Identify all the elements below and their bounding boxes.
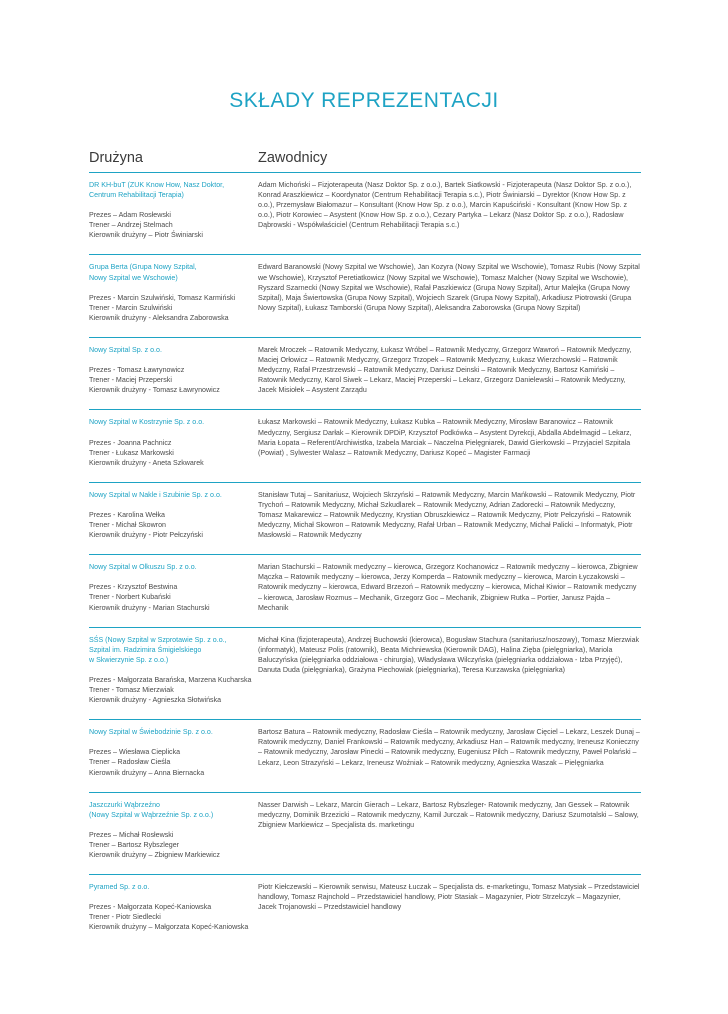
team-staff-line: Prezes - Karolina Wełka (89, 510, 165, 519)
team-staff-line: Kierownik drużyny - Marian Stachurski (89, 603, 210, 612)
players-list: Stanisław Tutaj – Sanitariusz, Wojciech Skrzyński – Ratownik Medyczny, Marcin Mańkowski – Ratownik Medyczny, Piotr Trychoń – Ratownik Medyczny, Michał Szkudlarek – Ratownik Medyczny, Adrian Zadorecki – Ratownik Medyczny, Tomasz Makarewicz – Ratownik Medyczny, Krystian Obruszkiewicz – Ratownik Medyczny, Piotr Pełczyński – Ratownik Medyczny, Michał Skowron – Ratownik Medyczny, Rafał Urban – Ratownik Medyczny, Michał Palicki – Informatyk, Piotr Masłowski – Ratownik Medyczny (258, 490, 636, 540)
team-staff-line: Kierownik drużyny - Piotr Pełczyński (89, 531, 203, 540)
players-list: Piotr Kiełczewski – Kierownik serwisu, Mateusz Łuczak – Specjalista ds. e-marketingu, Tomasz Matysiak – Przedstawiciel handlowy, Tomasz Rajnchold – Przedstawiciel handlowy, Piotr Stasiak – Magazynier, Piotr Strzelczyk – Magazynier, Jacek Trojanowski – Przedstawiciel handlowy (258, 883, 640, 912)
team-staff-line: Kierownik drużyny - Aneta Szkwarek (89, 458, 204, 467)
team-name: Nowy Szpital w Nakle i Szubinie Sp. z o.o. (89, 490, 222, 499)
players-list: Nasser Darwish – Lekarz, Marcin Gierach – Lekarz, Bartosz Rybszleger- Ratownik medyczny, Jan Gessek – Ratownik medyczny, Dominik Brzezicki – Ratownik medyczny, Kamil Jurczak – Ratownik medyczny, Dariusz Szumotalski – Salowy, Zbigniew Markiewicz – Specjalista ds. marketingu (258, 800, 639, 829)
team-staff-line: Trener - Norbert Kubański (89, 593, 171, 602)
players-list: Łukasz Markowski – Ratownik Medyczny, Łukasz Kubka – Ratownik Medyczny, Mirosław Baranowicz – Ratownik Medyczny, Sergiusz Darłak – Kierownik DPDiP, Krzysztof Podkówka – Asystent Dyrekcji, Abdalla Abdelmagid – Lekarz, Maria Łopata – Referent/Archiwistka, Izabela Marciak – Naczelna Pielęgniarek, Dawid Gierkowski – Przyjaciel Szpitala (Powiat) , Sylwester Walasz – Ratownik Medyczny, Dariusz Kopeć – Magister Farmacji (258, 418, 632, 457)
team-staff-line: Trener - Marcin Szulwiński (89, 303, 173, 312)
players-list: Adam Michoński – Fizjoterapeuta (Nasz Doktor Sp. z o.o.), Bartek Siatkowski - Fizjoterapeuta (Nasz Doktor Sp. z o.o.), Konrad Araszkiewicz – Koordynator (Centrum Rehabilitacji Terapia s.c.), Piotr Świniarski – Dyrektor (Know How Sp. z o.o.), Przemysław Białomazur – Konsultant (Know How Sp. z o.o.), Marcin Kapuściński - Konsultant (Know How Sp. z o.o.), Piotr Korowiec – Asystent (Know How Sp. z o.o.), Cezary Partyka – Lekarz (Nasz Doktor Sp. z o.o.), Radosław Dąbrowski - Współwłaściciel (Centrum Rehabilitacji Terapia s.c.) (258, 181, 632, 230)
team-info (89, 345, 258, 395)
team-staff-line: Trener – Bartosz Rybszleger (89, 840, 180, 849)
team-row (89, 172, 641, 254)
team-staff-line: Prezes - Joanna Pachnicz (89, 438, 172, 447)
team-name: Nowy Szpital w Kostrzynie Sp. z o.o. (89, 418, 205, 427)
team-info (89, 727, 258, 777)
team-row (89, 792, 641, 874)
players-list: Marek Mroczek – Ratownik Medyczny, Łukasz Wróbel – Ratownik Medyczny, Grzegorz Wawroń – Ratownik Medyczny, Maciej Orłowicz – Ratownik Medyczny, Grzegorz Trzopek – Ratownik Medyczny, Łukasz Wierzchowski – Ratownik Medyczny, Rafał Przestrzewski – Ratownik Medyczny, Dariusz Deinski – Ratownik Medyczny, Bartosz Kamiński – Ratownik Medyczny, Karol Siwek – Lekarz, Maciej Przeperski – Lekarz, Grzegorz Danielewski – Ratownik Medyczny, Jacek Misiołek – Asystent Zarządu (258, 345, 632, 395)
page-title: SKŁADY REPREZENTACJI (229, 89, 499, 112)
team-staff-line: Kierownik drużyny - Agnieszka Słotwińska (89, 696, 222, 705)
team-staff-line: Kierownik drużyny – Anna Biernacka (89, 768, 205, 777)
team-staff-line: Prezes - Marcin Szulwiński, Tomasz Karmiński (89, 293, 236, 302)
team-name: Nowy Szpital w Olkuszu Sp. z o.o. (89, 563, 197, 572)
team-row (89, 627, 641, 720)
team-name: Jaszczurki Wąbrzeźno (Nowy Szpital w Wąbrzeźnie Sp. z o.o.) (89, 800, 214, 819)
team-column-header: Drużyna (89, 150, 143, 166)
team-name: Nowy Szpital w Świebodzinie Sp. z o.o. (89, 728, 213, 737)
team-staff-line: Trener – Radosław Cieśla (89, 758, 171, 767)
team-staff-line: Trener - Michał Skowron (89, 520, 167, 529)
players-list: Michał Kina (fizjoterapeuta), Andrzej Buchowski (kierowca), Bogusław Stachura (sanitariusz/noszowy), Tomasz Mierzwiak (informatyk), Mateusz Polis (ratownik), Beata Michniewska (Kierownik DAG), Halina Zięba (pielęgniarka), Mariola Baluczyńska (pielęgniarka oddziałowa - chirurgia), Władysława Wilczyńska (pielęgniarka oddziałowa - Izba Przyjęć), Danuta Duda (pielęgniarka), Grażyna Piechowiak (pielęgniarka), Teresa Kurzawska (pielęgniarka) (258, 635, 640, 674)
team-name: Nowy Szpital Sp. z o.o. (89, 345, 162, 354)
team-name: DR KH-buT (ZUK Know How, Nasz Doktor, Centrum Rehabilitacji Terapia) (89, 181, 225, 200)
team-info (89, 180, 258, 240)
team-staff-line: Trener - Tomasz Mierzwiak (89, 686, 174, 695)
team-info (89, 417, 258, 467)
team-staff-line: Prezes - Małgorzata Barańska, Marzena Kucharska (89, 676, 252, 684)
team-staff-line: Kierownik drużyny – Piotr Świniarski (89, 231, 203, 240)
team-name: SŚS (Nowy Szpital w Szprotawie Sp. z o.o., Szpital im. Radzimira Śmigielskiego w Skwierzynie Sp. z o.o.) (89, 635, 227, 664)
players-list: Bartosz Batura – Ratownik medyczny, Radosław Cieśla – Ratownik medyczny, Jarosław Cięciel – Lekarz, Leszek Dunaj – Ratownik medyczny, Daniel Frankowski – Ratownik medyczny, Arkadiusz Han – Ratownik medyczny, Ireneusz Konieczny – Ratownik medyczny, Jarosław Pinecki – Ratownik medyczny, Eugeniusz Pilch – Ratownik medyczny, Paweł Polański – Lekarz, Leon Strazyński – Lekarz, Ireneusz Woźniak – Ratownik medyczny, Agnieszka Waszak – Pielęgniarka (258, 728, 640, 767)
players-list: Marian Stachurski – Ratownik medyczny – kierowca, Grzegorz Kochanowicz – Ratownik medyczny – kierowca, Zbigniew Mączka – Ratownik medyczny – kierowca, Jerzy Komperda – Ratownik medyczny – kierowca, Marcin Łyczakowski – Ratownik medyczny – kierowca, Edward Brzezoń – Ratownik medyczny – kierowca, Michał Kiwior – Ratownik medyczny – kierowca, Jarosław Rozmus – Mechanik, Grzegorz Goc – Mechanik, Zbigniew Rutka – Portier, Janusz Pajda – Mechanik (258, 563, 638, 612)
team-staff-line: Kierownik drużyny - Tomasz Ławrynowicz (89, 386, 220, 395)
team-row (89, 554, 641, 626)
team-staff-line: Prezes – Adam Rosłewski (89, 211, 172, 220)
players-column-header: Zawodnicy (258, 150, 328, 166)
team-staff-line: Prezes – Michał Rosłewski (89, 830, 174, 839)
team-row (89, 874, 641, 946)
team-staff-line: Trener – Andrzej Stelmach (89, 221, 173, 230)
team-info (89, 562, 258, 612)
team-row (89, 409, 641, 481)
players-list: Edward Baranowski (Nowy Szpital we Wschowie), Jan Kozyra (Nowy Szpital we Wschowie), Tomasz Rubis (Nowy Szpital we Wschowie), Krzysztof Peretiatkowicz (Nowy Szpital we Wschowie), Tomasz Malcher (Nowy Szpital we Wschowie), Ryszard Szarnecki (Nowy Szpital we Wschowie), Rafał Paszkiewicz (Grupa Nowy Szpital), Artur Malejka (Grupa Nowy Szpital), Maja Świertowska (Grupa Nowy Szpital), Wojciech Szarek (Grupa Nowy Szpital), Arkadiusz Piotrowski (Grupa Nowy Szpital), Łukasz Tamborski (Grupa Nowy Szpital), Aleksandra Zaborowska (Grupa Nowy Szpital) (258, 263, 640, 312)
team-staff-line: Kierownik drużyny – Małgorzata Kopeć-Kaniowska (89, 923, 249, 932)
team-info (89, 635, 258, 706)
team-staff-line: Prezes – Wiesława Cieplicka (89, 748, 181, 757)
team-staff-line: Trener - Maciej Przeperski (89, 376, 172, 385)
team-staff-line: Kierownik drużyny - Aleksandra Zaborowska (89, 313, 229, 322)
team-info (89, 262, 258, 322)
team-info (89, 882, 258, 932)
team-row (89, 254, 641, 336)
team-staff-line: Prezes - Tomasz Ławrynowicz (89, 366, 185, 375)
team-name: Grupa Berta (Grupa Nowy Szpital, Nowy Szpital we Wschowie) (89, 263, 197, 282)
team-staff-line: Prezes - Krzysztof Bestwina (89, 583, 178, 592)
team-info (89, 800, 258, 860)
team-info (89, 490, 258, 540)
team-staff-line: Trener - Piotr Siedlecki (89, 913, 161, 922)
team-staff-line: Kierownik drużyny – Zbigniew Markiewicz (89, 851, 220, 860)
team-row (89, 337, 641, 409)
squad-list (89, 172, 641, 947)
team-name: Pyramed Sp. z o.o. (89, 883, 150, 892)
team-staff-line: Trener - Łukasz Markowski (89, 448, 174, 457)
team-row (89, 482, 641, 554)
team-staff-line: Prezes - Małgorzata Kopeć-Kaniowska (89, 903, 212, 912)
team-row (89, 719, 641, 791)
